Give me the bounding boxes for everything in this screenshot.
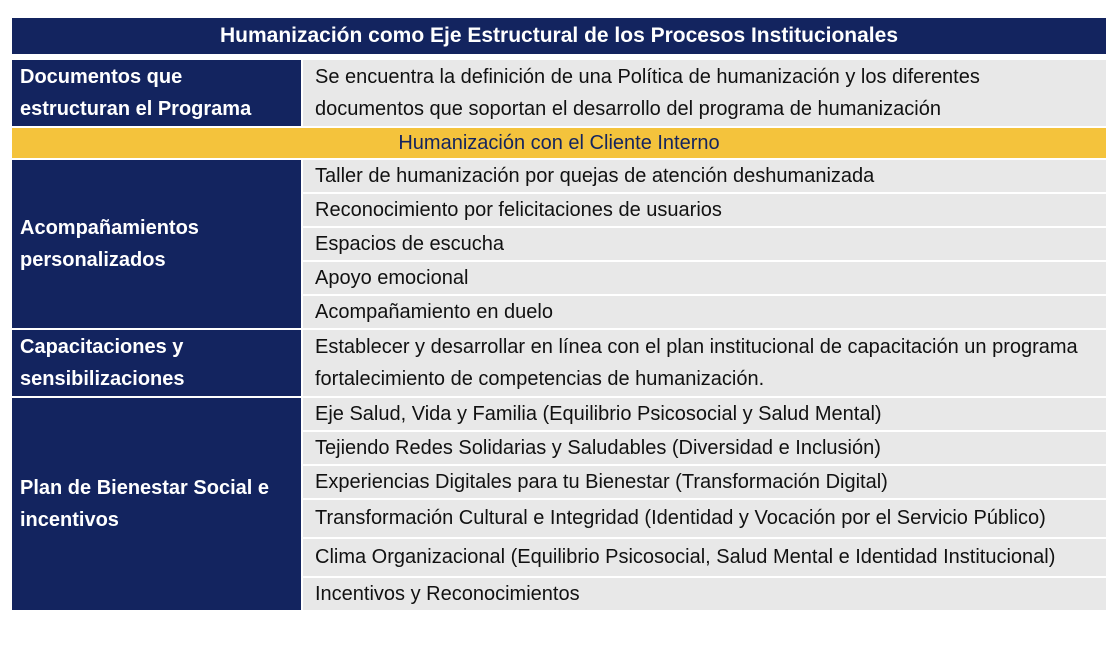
bienestar-item: Transformación Cultural e Integridad (Identidad y Vocación por el Servicio Público) <box>302 499 1106 538</box>
humanizacion-table-container <box>12 18 1106 612</box>
section-header-cliente-interno: Humanización con el Cliente Interno <box>12 127 1106 159</box>
bienestar-item: Experiencias Digitales para tu Bienestar (Transformación Digital) <box>302 465 1106 499</box>
bienestar-item: Tejiendo Redes Solidarias y Saludables (Diversidad e Inclusión) <box>302 431 1106 465</box>
capacitaciones-label: Capacitaciones y sensibilizaciones <box>12 329 302 397</box>
acompanamientos-item: Taller de humanización por quejas de atención deshumanizada <box>302 159 1106 193</box>
bienestar-item: Eje Salud, Vida y Familia (Equilibrio Psicosocial y Salud Mental) <box>302 397 1106 431</box>
bienestar-item: Incentivos y Reconocimientos <box>302 577 1106 611</box>
capacitaciones-text: Establecer y desarrollar en línea con el plan institucional de capacitación un programa fortalecimiento de competencias de humanización. <box>302 329 1106 397</box>
acompanamientos-item: Reconocimiento por felicitaciones de usuarios <box>302 193 1106 227</box>
acompanamientos-item: Apoyo emocional <box>302 261 1106 295</box>
bienestar-item: Clima Organizacional (Equilibrio Psicosocial, Salud Mental e Identidad Institucional) <box>302 538 1106 577</box>
acompanamientos-item: Espacios de escucha <box>302 227 1106 261</box>
table-title: Humanización como Eje Estructural de los Procesos Institucionales <box>12 18 1106 57</box>
acompanamientos-item: Acompañamiento en duelo <box>302 295 1106 329</box>
bienestar-label: Plan de Bienestar Social e incentivos <box>12 397 302 611</box>
documentos-label: Documentos que estructuran el Programa <box>12 57 302 127</box>
acompanamientos-label: Acompañamientos personalizados <box>12 159 302 329</box>
documentos-text: Se encuentra la definición de una Política de humanización y los diferentes documentos que soportan el desarrollo del programa de humanización <box>302 57 1106 127</box>
humanizacion-table <box>12 18 1106 612</box>
